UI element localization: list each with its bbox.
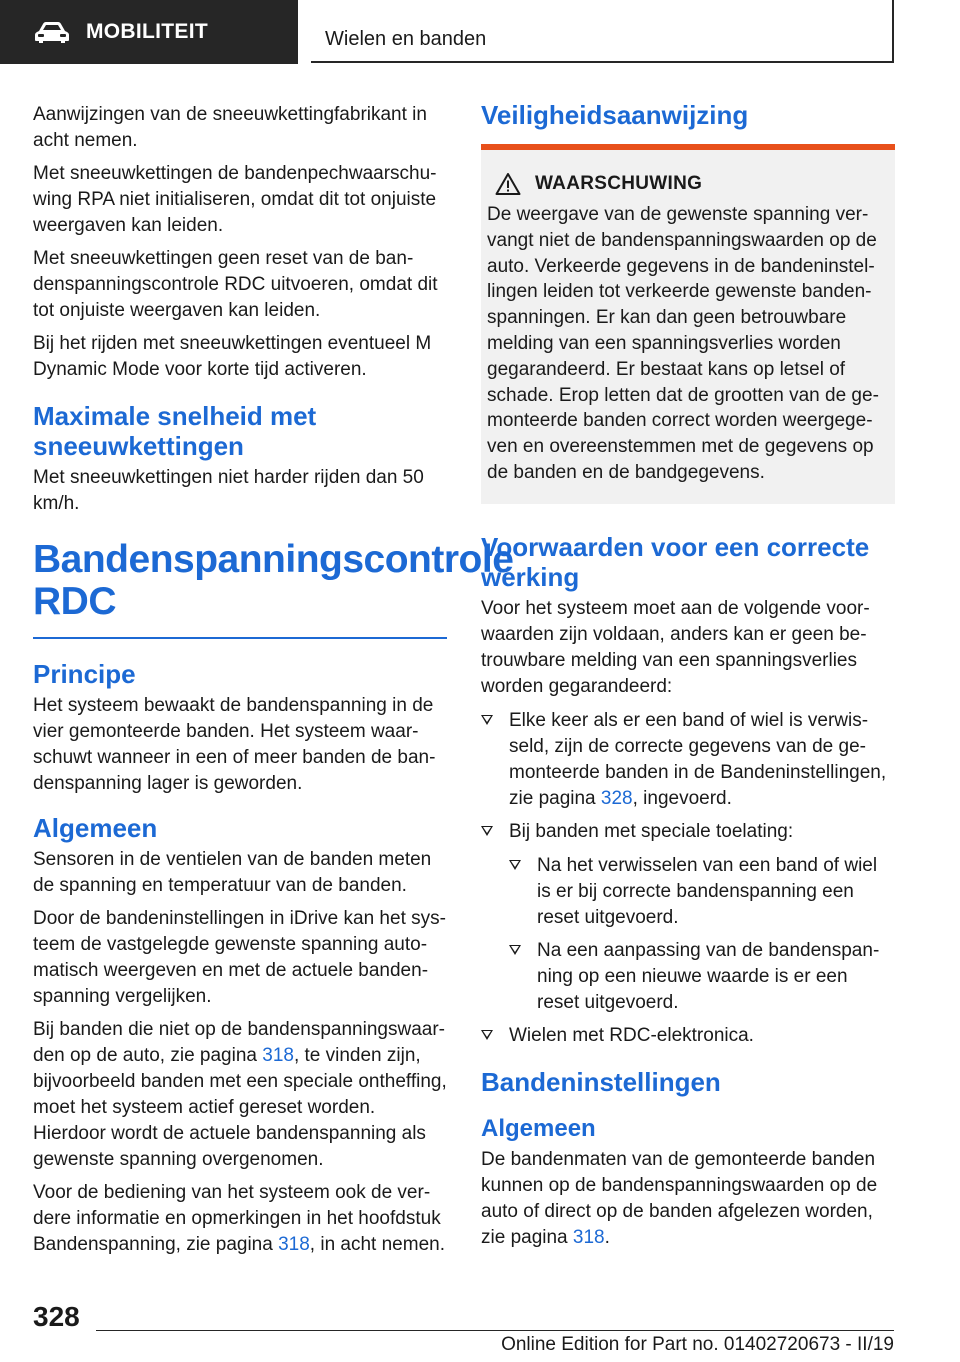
warning-text: De weergave van de gewenste spanning vervangt niet de bandenspanningswaarden op de auto. Verkeerde gegevens in de bandeninstellingen leiden tot verkeerde gewenste bandenspanningen. Er kan dan geen betrouwbare melding van een spanningsverlies worden gegarandeerd. Er bestaat kans op letsel of schade. Erop letten dat de grootten van de gemonteerde banden correct worden weergegeven en overeenstemmen met de gegevens op de banden en de bandgegevens.	[487, 204, 879, 483]
heading-principe: Principe	[33, 659, 136, 689]
list-item	[509, 853, 895, 931]
text: Bij banden die niet op de bandenspanningswaarden op de auto, zie pagina	[33, 1019, 445, 1066]
conditions-list	[481, 708, 895, 1049]
paragraph: Bij het rijden met sneeuwkettingen eventueel M Dynamic Mode voor korte tijd activeren.	[33, 333, 432, 380]
car-icon	[34, 20, 70, 44]
edition-note: Online Edition for Part no. 01402720673 - II/19	[501, 1334, 894, 1355]
sub-list	[509, 853, 895, 1016]
triangle-bullet-icon	[481, 1030, 493, 1040]
text: Elke keer als er een band of wiel is verwisseld, zijn de correcte gegevens van de gemonteerde banden in de Bandeninstellingen, zie pagina	[509, 709, 887, 809]
page-link[interactable]: 328	[600, 787, 633, 809]
chapter-title: Wielen en banden	[325, 28, 487, 50]
paragraph: Met sneeuwkettingen de bandenpechwaarschuwing RPA niet initialiseren, omdat dit tot onjuiste weergaven kan leiden.	[33, 163, 437, 236]
footer-divider	[96, 1330, 894, 1331]
page-link[interactable]: 318	[262, 1045, 294, 1066]
triangle-bullet-icon	[481, 715, 493, 725]
text: , ingevoerd.	[632, 787, 732, 809]
page-link[interactable]: 318	[278, 1234, 310, 1255]
paragraph: Sensoren in de ventielen van de banden meten de spanning en temperatuur van de banden.	[33, 849, 432, 896]
page-link[interactable]: 318	[572, 1226, 605, 1248]
list-item	[509, 938, 895, 1016]
text: Bij banden met speciale toelating:	[509, 820, 794, 842]
list-item	[481, 1023, 895, 1049]
paragraph: Het systeem bewaakt de bandenspanning in de vier gemonteerde banden. Het systeem waarschuwt wanneer in een of meer banden de bandenspanning lager is geworden.	[33, 695, 436, 794]
triangle-bullet-icon	[509, 945, 521, 955]
paragraph: Voor het systeem moet aan de volgende voorwaarden zijn voldaan, anders kan er geen betrouwbare melding van een spanningsverlies worden gegarandeerd:	[481, 597, 870, 697]
list-item	[481, 819, 895, 1016]
text: , te vinden zijn, bijvoorbeeld banden met een speciale ontheffing, moet het systeem actief gereset worden. Hierdoor wordt de actuele bandenspanning als gewenste spanning overgenomen.	[33, 1045, 447, 1170]
triangle-bullet-icon	[481, 826, 493, 836]
chapter-heading: Bandenspanningscontrole RDC	[33, 539, 447, 639]
paragraph: Met sneeuwkettingen niet harder rijden dan 50 km/h.	[33, 467, 424, 514]
paragraph	[33, 1017, 447, 1173]
text: .	[604, 1226, 610, 1248]
heading-veiligheid: Veiligheidsaanwijzing	[481, 100, 749, 130]
paragraph	[33, 1180, 447, 1258]
warning-header	[487, 172, 885, 196]
paragraph: Aanwijzingen van de sneeuwkettingfabrikant in acht nemen.	[33, 104, 427, 151]
warning-box	[481, 144, 895, 504]
warning-triangle-icon	[495, 172, 521, 196]
heading-bandeninstellingen: Bandeninstellingen	[481, 1066, 721, 1097]
text: Wielen met RDC-elektronica.	[509, 1024, 754, 1046]
paragraph: Door de bandeninstellingen in iDrive kan het systeem de vastgelegde gewenste spanning automatisch weergeven en met de actuele bandenspanning vergelijken.	[33, 908, 446, 1007]
heading-algemeen: Algemeen	[481, 1114, 596, 1142]
page-number: 328	[33, 1301, 80, 1332]
left-column	[33, 102, 514, 1265]
heading-max-speed: Maximale snelheid met sneeuwkettingen	[33, 401, 317, 461]
paragraph: Met sneeuwkettingen geen reset van de bandenspanningscontrole RDC uitvoeren, omdat dit tot onjuiste weergaven kan leiden.	[33, 248, 438, 321]
text: Na een aanpassing van de bandenspanning op een nieuwe waarde is er een reset uitgevoerd.	[537, 939, 880, 1013]
paragraph	[481, 1147, 895, 1251]
right-column	[481, 100, 895, 1258]
text: , in acht nemen.	[309, 1234, 445, 1255]
list-item	[481, 708, 895, 812]
warning-title: WAARSCHUWING	[535, 173, 703, 194]
text: Voor de bediening van het systeem ook de verdere informatie en opmerkingen in het hoofdstuk Bandenspanning, zie pagina	[33, 1182, 441, 1255]
section-tab	[0, 0, 298, 64]
heading-voorwaarden: Voorwaarden voor een correcte werking	[481, 531, 870, 592]
section-title: MOBILITEIT	[86, 20, 208, 43]
text: Na het verwisselen van een band of wiel is er bij correcte bandenspanning een reset uitgevoerd.	[537, 854, 878, 928]
triangle-bullet-icon	[509, 860, 521, 870]
chapter-header	[311, 0, 894, 63]
text: De bandenmaten van de gemonteerde banden kunnen op de bandenspanningswaarden op de auto of direct op de banden afgelezen worden, zie pagina	[481, 1148, 878, 1248]
heading-algemeen: Algemeen	[33, 813, 158, 843]
